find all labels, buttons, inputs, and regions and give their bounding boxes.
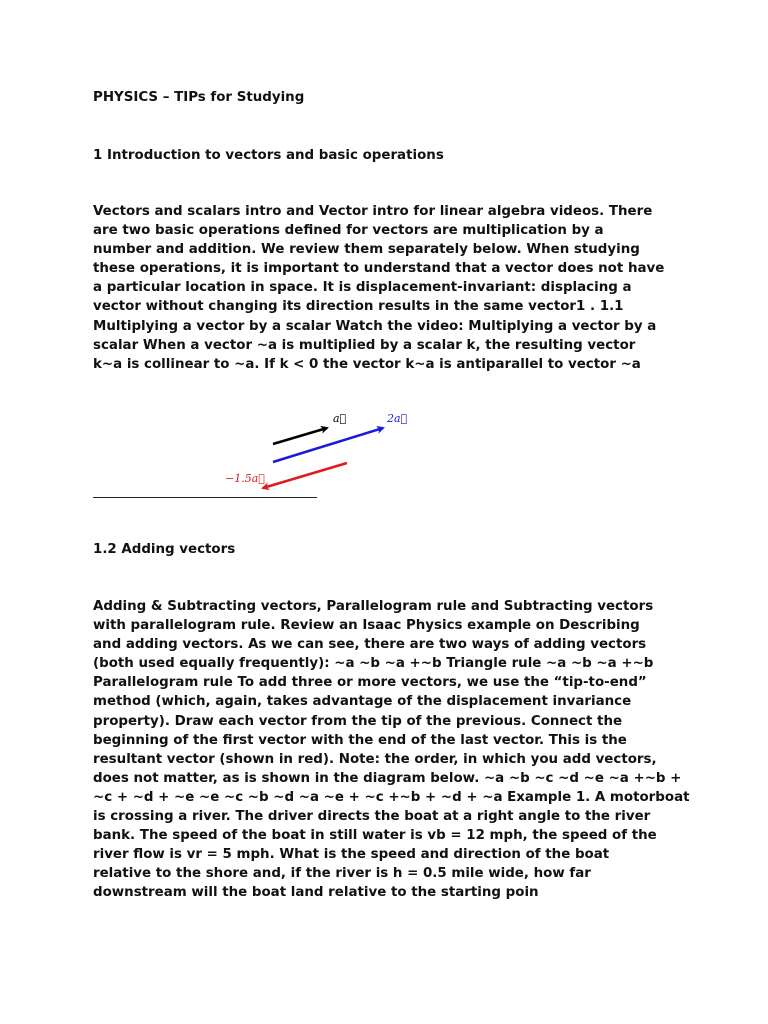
document-title: PHYSICS – TIPs for Studying — [93, 90, 305, 105]
text-line: property). Draw each vector from the tip of the previous. Connect the — [93, 713, 623, 729]
text-line: (both used equally frequently): ~a ~b ~a +~b Triangle rule ~a ~b ~a +~b — [93, 656, 654, 672]
text-line: does not matter, as is shown in the diagram below. ~a ~b ~c ~d ~e ~a +~b + — [93, 770, 682, 786]
vector-a-label: a⃗ — [333, 412, 347, 425]
text-line: k~a is collinear to ~a. If k < 0 the vector k~a is antiparallel to vector ~a — [93, 356, 641, 372]
text-line: Parallelogram rule To add three or more vectors, we use the “tip-to-end” — [93, 675, 647, 691]
text-line: Multiplying a vector by a scalar Watch the video: Multiplying a vector by a — [93, 318, 657, 334]
text-line: river flow is vr = 5 mph. What is the speed and direction of the boat — [93, 847, 610, 863]
text-line: are two basic operations defined for vectors are multiplication by a — [93, 223, 604, 239]
footnote-divider — [93, 497, 317, 498]
text-line: Vectors and scalars intro and Vector intro for linear algebra videos. There — [93, 204, 653, 219]
text-line: relative to the shore and, if the river is h = 0.5 mile wide, how far — [93, 866, 591, 882]
text-line: is crossing a river. The driver directs the boat at a right angle to the river — [93, 809, 651, 825]
text-line: these operations, it is important to understand that a vector does not have — [93, 261, 665, 277]
text-line: beginning of the first vector with the end of the last vector. This is the — [93, 732, 627, 748]
scalar-multiplication-figure — [215, 402, 415, 502]
text-line: vector without changing its direction results in the same vector1 . 1.1 — [93, 299, 624, 315]
section-2-heading: 1.2 Adding vectors — [93, 542, 236, 557]
text-line: bank. The speed of the boat in still water is vb = 12 mph, the speed of the — [93, 828, 657, 844]
section-2-body — [93, 597, 693, 903]
text-line: resultant vector (shown in red). Note: the order, in which you add vectors, — [93, 751, 657, 767]
vector-2a-arrow — [273, 428, 383, 462]
text-line: Adding & Subtracting vectors, Parallelogram rule and Subtracting vectors — [93, 599, 654, 614]
text-line: ~c + ~d + ~e ~e ~c ~b ~d ~a ~e + ~c +~b + ~d + ~a Example 1. A motorboat — [93, 789, 690, 805]
text-line: with parallelogram rule. Review an Isaac Physics example on Describing — [93, 618, 640, 634]
text-line: downstream will the boat land relative to the starting poin — [93, 885, 539, 901]
text-line: scalar When a vector ~a is multiplied by a scalar k, the resulting vector — [93, 337, 636, 353]
text-line: number and addition. We review them separately below. When studying — [93, 242, 640, 258]
section-1-body — [93, 202, 693, 374]
vector-2a-label: 2a⃗ — [387, 412, 408, 425]
text-line: and adding vectors. As we can see, there are two ways of adding vectors — [93, 637, 647, 653]
text-line: a particular location in space. It is displacement-invariant: displacing a — [93, 280, 632, 296]
vector-diagram — [215, 402, 415, 502]
vector-neg-1.5a-arrow — [263, 463, 347, 488]
text-line: method (which, again, takes advantage of the displacement invariance — [93, 694, 632, 710]
section-1-heading: 1 Introduction to vectors and basic operations — [93, 148, 444, 163]
vector-neg-1.5a-label: −1.5a⃗ — [225, 472, 265, 485]
vector-a-arrow — [273, 428, 327, 444]
